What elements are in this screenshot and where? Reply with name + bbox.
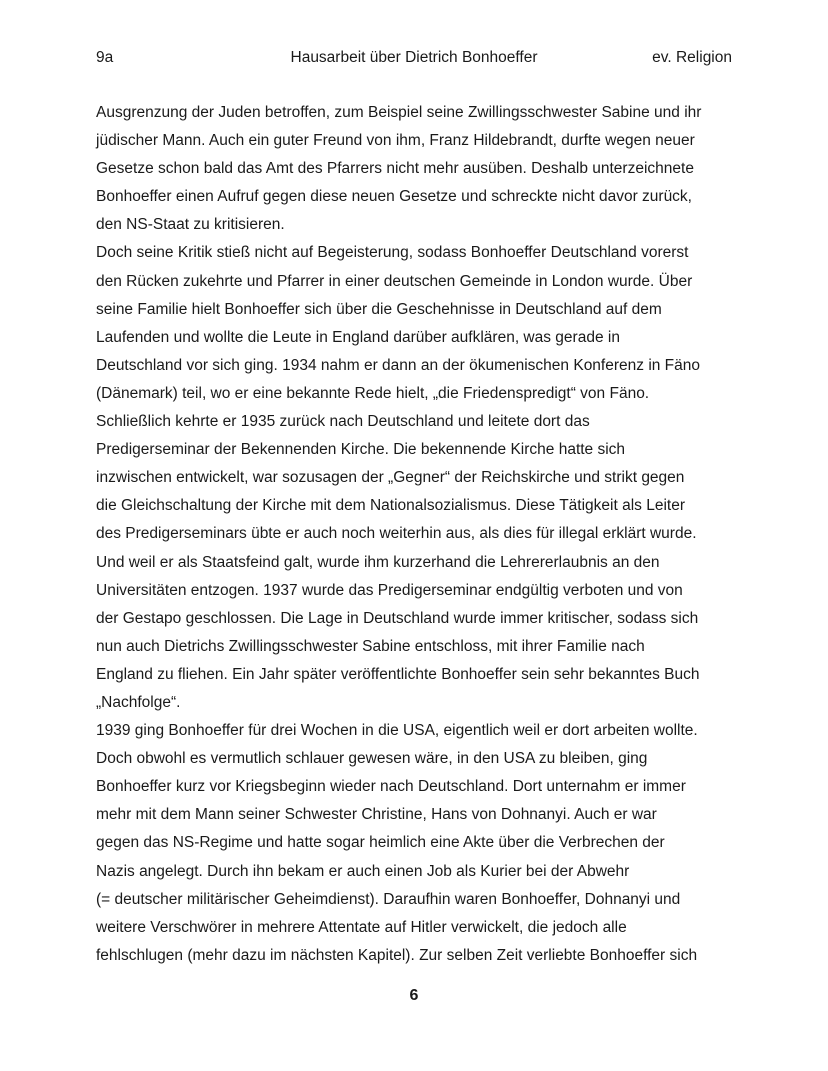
- text-line: weitere Verschwörer in mehrere Attentate auf Hitler verwickelt, die jedoch alle: [96, 918, 627, 936]
- text-line: nun auch Dietrichs Zwillingsschwester Sabine entschloss, mit ihrer Familie nach: [96, 637, 645, 655]
- header-class: 9a: [96, 49, 114, 66]
- page-number: 6: [409, 987, 419, 1004]
- header-title: Hausarbeit über Dietrich Bonhoeffer: [290, 49, 538, 66]
- text-line: des Predigerseminars übte er auch noch weiterhin aus, als dies für illegal erklärt wurde.: [96, 525, 697, 543]
- text-line: Predigerseminar der Bekennenden Kirche. Die bekennende Kirche hatte sich: [96, 441, 626, 459]
- text-line: (Dänemark) teil, wo er eine bekannte Rede hielt, „die Friedenspredigt“ von Fäno.: [96, 384, 650, 402]
- text-line: Ausgrenzung der Juden betroffen, zum Beispiel seine Zwillingsschwester Sabine und ihr: [96, 104, 702, 121]
- text-line: seine Familie hielt Bonhoeffer sich über die Geschehnisse in Deutschland auf dem: [96, 300, 662, 318]
- text-line: Nazis angelegt. Durch ihn bekam er auch einen Job als Kurier bei der Abwehr: [96, 862, 630, 880]
- text-line: Bonhoeffer einen Aufruf gegen diese neuen Gesetze und schreckte nicht davor zurück,: [96, 188, 692, 206]
- text-line: Gesetze schon bald das Amt des Pfarrers nicht mehr ausüben. Deshalb unterzeichnete: [96, 160, 694, 178]
- page-header: [96, 47, 732, 69]
- text-line: Doch seine Kritik stieß nicht auf Begeisterung, sodass Bonhoeffer Deutschland vorerst: [96, 244, 689, 262]
- text-line: inzwischen entwickelt, war sozusagen der „Gegner“ der Reichskirche und strikt gegen: [96, 469, 685, 487]
- text-line: Deutschland vor sich ging. 1934 nahm er dann an der ökumenischen Konferenz in Fäno: [96, 356, 701, 374]
- text-line: 1939 ging Bonhoeffer für drei Wochen in die USA, eigentlich weil er dort arbeiten wollte.: [96, 722, 698, 740]
- text-line: gegen das NS-Regime und hatte sogar heimlich eine Akte über die Verbrechen der: [96, 834, 665, 852]
- text-line: fehlschlugen (mehr dazu im nächsten Kapitel). Zur selben Zeit verliebte Bonhoeffer sich: [96, 946, 698, 964]
- text-line: den Rücken zukehrte und Pfarrer in einer deutschen Gemeinde in London wurde. Über: [96, 272, 693, 290]
- text-line: Laufenden und wollte die Leute in England darüber aufklären, was gerade in: [96, 328, 620, 346]
- body-text: [96, 99, 736, 970]
- text-line: den NS-Staat zu kritisieren.: [96, 216, 285, 234]
- text-line: Doch obwohl es vermutlich schlauer gewesen wäre, in den USA zu bleiben, ging: [96, 750, 648, 768]
- text-line: (= deutscher militärischer Geheimdienst). Daraufhin waren Bonhoeffer, Dohnanyi und: [96, 890, 681, 908]
- header-subject: ev. Religion: [652, 49, 732, 66]
- text-line: die Gleichschaltung der Kirche mit dem Nationalsozialismus. Diese Tätigkeit als Leiter: [96, 497, 685, 515]
- text-line: Universitäten entzogen. 1937 wurde das Predigerseminar endgültig verboten und von: [96, 581, 683, 599]
- text-line: der Gestapo geschlossen. Die Lage in Deutschland wurde immer kritischer, sodass sich: [96, 609, 699, 627]
- text-line: mehr mit dem Mann seiner Schwester Christine, Hans von Dohnanyi. Auch er war: [96, 806, 657, 824]
- text-line: Schließlich kehrte er 1935 zurück nach Deutschland und leitete dort das: [96, 413, 590, 431]
- text-line: Und weil er als Staatsfeind galt, wurde ihm kurzerhand die Lehrererlaubnis an den: [96, 553, 660, 571]
- text-line: jüdischer Mann. Auch ein guter Freund von ihm, Franz Hildebrandt, durfte wegen neuer: [96, 132, 695, 150]
- text-line: „Nachfolge“.: [96, 693, 181, 711]
- text-line: Bonhoeffer kurz vor Kriegsbeginn wieder nach Deutschland. Dort unternahm er immer: [96, 778, 686, 796]
- text-line: England zu fliehen. Ein Jahr später veröffentlichte Bonhoeffer sein sehr bekanntes Buch: [96, 665, 700, 683]
